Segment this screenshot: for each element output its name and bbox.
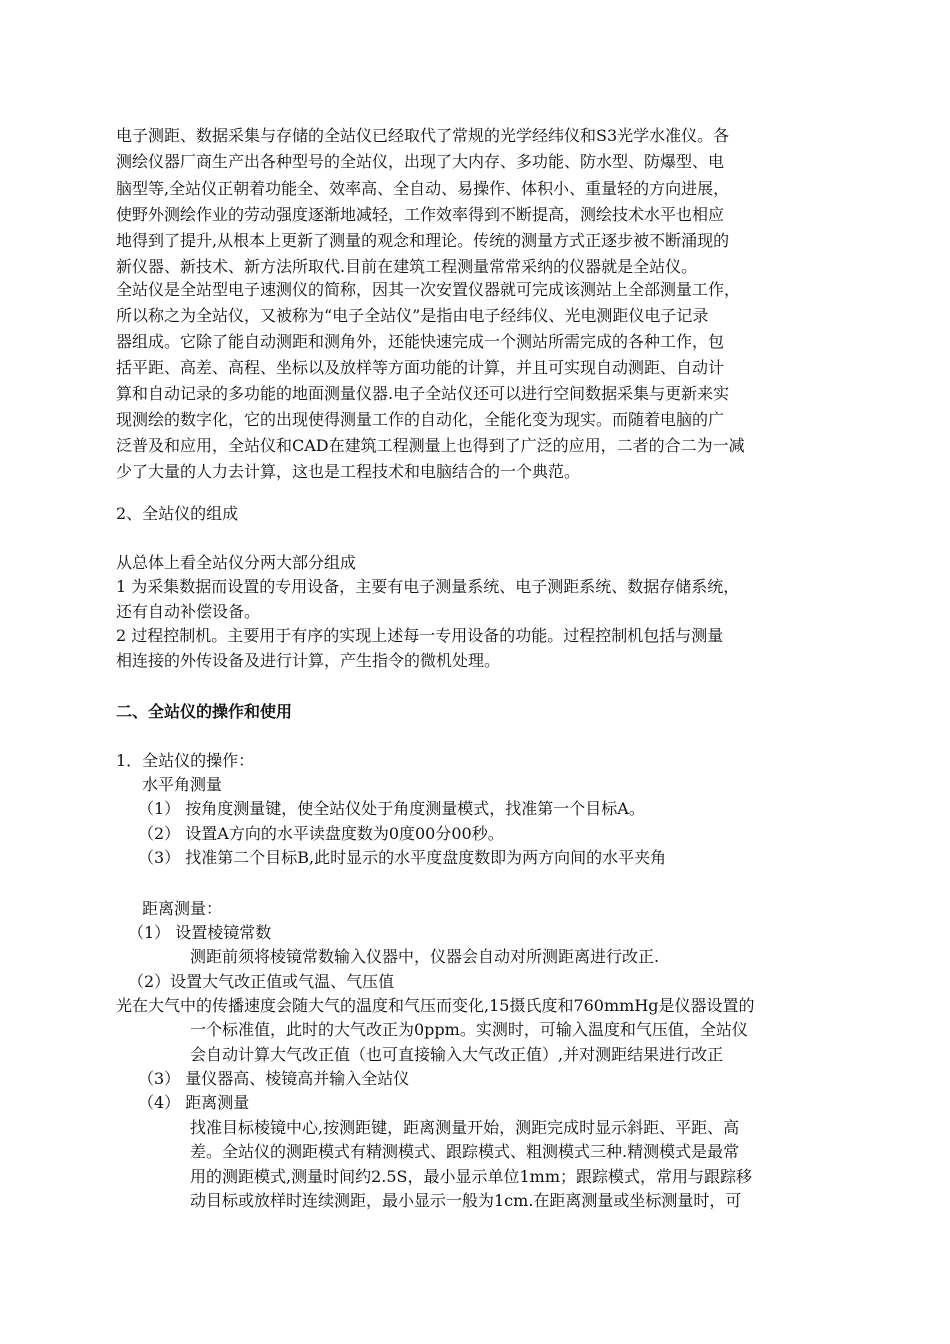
text-line: 用的测距模式,测量时间约2.5S，最小显示单位1mm；跟踪模式，常用与跟踪移	[190, 1167, 753, 1186]
chapter-title: 二、全站仪的操作和使用	[116, 702, 293, 721]
section-title-composition: 2、全站仪的组成	[116, 504, 239, 523]
text-line: 会自动计算大气改正值（也可直接输入大气改正值）,并对测距结果进行改正	[190, 1045, 724, 1064]
text-line: 所以称之为全站仪，又被称为“电子全站仪”是指由电子经纬仪、光电测距仪电子记录	[116, 306, 709, 325]
text-line: 2 过程控制机。主要用于有序的实现上述每一专用设备的功能。过程控制机包括与测量	[116, 626, 724, 645]
text-line: 光在大气中的传播速度会随大气的温度和气压而变化,15摄氏度和760mmHg是仪器设置的	[116, 996, 755, 1015]
text-line: 算和自动记录的多功能的地面测量仪器.电子全站仪还可以进行空间数据采集与更新来实	[116, 384, 730, 403]
distance-step-4-title: （4） 距离测量	[138, 1093, 250, 1112]
text-line: 脑型等,全站仪正朝着功能全、效率高、全自动、易操作、体积小、重量轻的方向进展，	[116, 179, 730, 198]
distance-title: 距离测量：	[142, 899, 223, 918]
text-line: 现测绘的数字化，它的出现使得测量工作的自动化，全能化变为现实。而随着电脑的广	[116, 410, 725, 429]
text-line: 地得到了提升,从根本上更新了测量的观念和理论。传统的测量方式正逐步被不断涌现的	[116, 231, 730, 250]
operations-title: 1．全站仪的操作：	[116, 751, 255, 770]
text-line: 新仪器、新技术、新方法所取代.目前在建筑工程测量常常采纳的仪器就是全站仪。	[116, 257, 698, 276]
list-item: （2） 设置A方向的水平读盘度数为0度00分00秒。	[138, 824, 504, 843]
text-line: 测绘仪器厂商生产出各种型号的全站仪，出现了大内存、多功能、防水型、防爆型、电	[116, 152, 725, 171]
text-line: 器组成。它除了能自动测距和测角外，还能快速完成一个测站所需完成的各种工作，包	[116, 332, 725, 351]
composition-intro: 从总体上看全站仪分两大部分组成	[116, 553, 357, 572]
distance-step-1-body: 测距前须将棱镜常数输入仪器中，仪器会自动对所测距离进行改正.	[190, 947, 660, 966]
text-line: 电子测距、数据采集与存储的全站仪已经取代了常规的光学经纬仪和S3光学水准仪。各	[116, 126, 730, 145]
text-line: 全站仪是全站型电子速测仪的简称，因其一次安置仪器就可完成该测站上全部测量工作，	[116, 280, 741, 299]
distance-step-1-title: （1） 设置棱镜常数	[128, 923, 272, 942]
list-item: （1） 按角度测量键，使全站仪处于角度测量模式，找准第一个目标A。	[138, 799, 645, 818]
text-line: 动目标或放样时连续测距，最小显示一般为1cm.在距离测量或坐标测量时，可	[190, 1191, 742, 1210]
text-line: 泛普及和应用，全站仪和CAD在建筑工程测量上也得到了广泛的应用，二者的合二为一减	[116, 436, 745, 455]
distance-step-3-title: （3） 量仪器高、棱镜高并输入全站仪	[138, 1069, 410, 1088]
horizontal-angle-title: 水平角测量	[142, 775, 223, 794]
text-line: 括平距、高差、高程、坐标以及放样等方面功能的计算，并且可实现自动测距、自动计	[116, 358, 725, 377]
text-line: 相连接的外传设备及进行计算，产生指令的微机处理。	[116, 651, 501, 670]
list-item: （3） 找准第二个目标B,此时显示的水平度盘度数即为两方向间的水平夹角	[138, 848, 667, 867]
text-line: 一个标准值，此时的大气改正为0ppm。实测时，可输入温度和气压值，全站仪	[190, 1020, 748, 1039]
text-line: 1 为采集数据而设置的专用设备，主要有电子测量系统、电子测距系统、数据存储系统，	[116, 577, 740, 596]
text-line: 找准目标棱镜中心,按测距键，距离测量开始，测距完成时显示斜距、平距、高	[190, 1118, 740, 1137]
text-line: 少了大量的人力去计算，这也是工程技术和电脑结合的一个典范。	[116, 462, 581, 481]
text-line: 使野外测绘作业的劳动强度逐渐地减轻，工作效率得到不断提高，测绘技术水平也相应	[116, 205, 725, 224]
distance-step-2-title: （2）设置大气改正值或气温、气压值	[128, 972, 395, 991]
text-line: 差。全站仪的测距模式有精测模式、跟踪模式、粗测模式三种.精测模式是最常	[190, 1142, 740, 1161]
text-line: 还有自动补偿设备。	[116, 602, 261, 621]
